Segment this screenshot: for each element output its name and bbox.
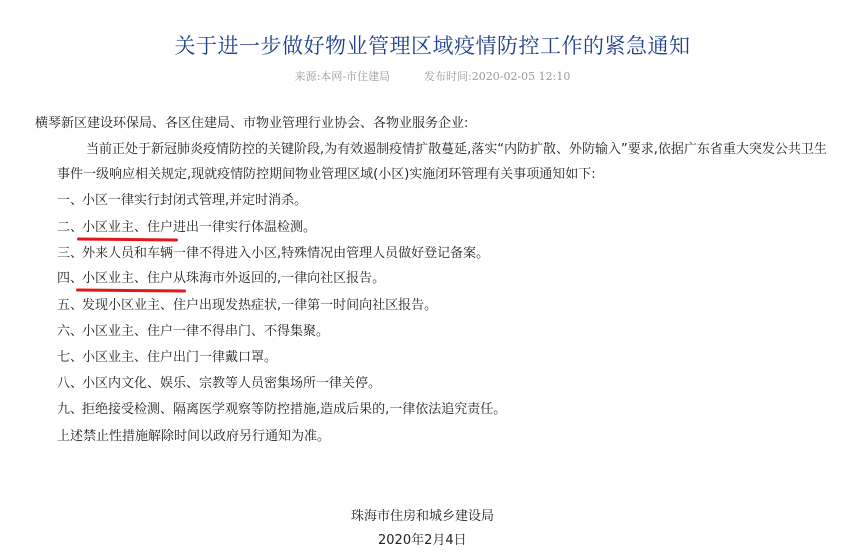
red-underline-annotation [76, 288, 186, 292]
item-text: 小区业主、住户出门一律戴口罩。 [82, 350, 278, 365]
list-item [57, 192, 307, 210]
item-text: 小区业主、住户一律不得串门、不得集聚。 [82, 324, 330, 339]
item-number: 五、 [57, 298, 84, 313]
item-text: 外来人员和车辆一律不得进入小区,特殊情况由管理人员做好登记备案。 [82, 246, 490, 261]
list-item [57, 297, 437, 315]
list-item [57, 323, 329, 341]
intro-paragraph-line-2: 事件一级响应相关规定,现就疫情防控期间物业管理区域(小区)实施闭环管理有关事项通知如下: [57, 167, 596, 182]
list-item [57, 349, 277, 367]
item-text: 拒绝接受检测、隔离医学观察等防控措施,造成后果的,一律依法追究责任。 [82, 402, 507, 417]
item-number: 四、 [57, 271, 84, 286]
publish-time: 发布时间:2020-02-05 12:10 [424, 70, 571, 83]
item-text: 小区业主、住户从珠海市外返回的,一律向社区报告。 [82, 271, 386, 286]
item-text: 小区一律实行封闭式管理,并定时消杀。 [82, 193, 308, 208]
item-number: 九、 [57, 402, 84, 417]
list-item [57, 375, 381, 393]
list-item [57, 401, 506, 419]
list-item [57, 270, 385, 288]
list-item [57, 245, 489, 263]
red-underline-annotation [77, 237, 178, 241]
item-text: 小区业主、住户进出一律实行体温检测。 [82, 220, 317, 235]
item-number: 八、 [57, 376, 84, 391]
source-label: 来源:本网-市住建局 [294, 70, 391, 83]
issuing-authority: 珠海市住房和城乡建设局 [351, 509, 495, 524]
item-number: 一、 [57, 193, 84, 208]
salutation: 横琴新区建设环保局、各区住建局、市物业管理行业协会、各物业服务企业: [35, 116, 469, 131]
item-number: 七、 [57, 350, 84, 365]
notice-meta [0, 68, 865, 84]
item-number: 二、 [57, 220, 84, 235]
issue-date: 2020年2月4日 [378, 533, 467, 548]
list-item [57, 219, 316, 237]
item-text: 发现小区业主、住户出现发热症状,一律第一时间向社区报告。 [82, 298, 438, 313]
intro-paragraph-line-1: 当前正处于新冠肺炎疫情防控的关键阶段,为有效遏制疫情扩散蔓延,落实“内防扩散、外防输入”要求,依据广东省重大突发公共卫生 [86, 142, 827, 157]
item-number: 三、 [57, 246, 84, 261]
closing-line: 上述禁止性措施解除时间以政府另行通知为准。 [57, 429, 331, 444]
item-text: 小区内文化、娱乐、宗教等人员密集场所一律关停。 [82, 376, 382, 391]
item-number: 六、 [57, 324, 84, 339]
notice-title: 关于进一步做好物业管理区域疫情防控工作的紧急通知 [174, 34, 691, 58]
